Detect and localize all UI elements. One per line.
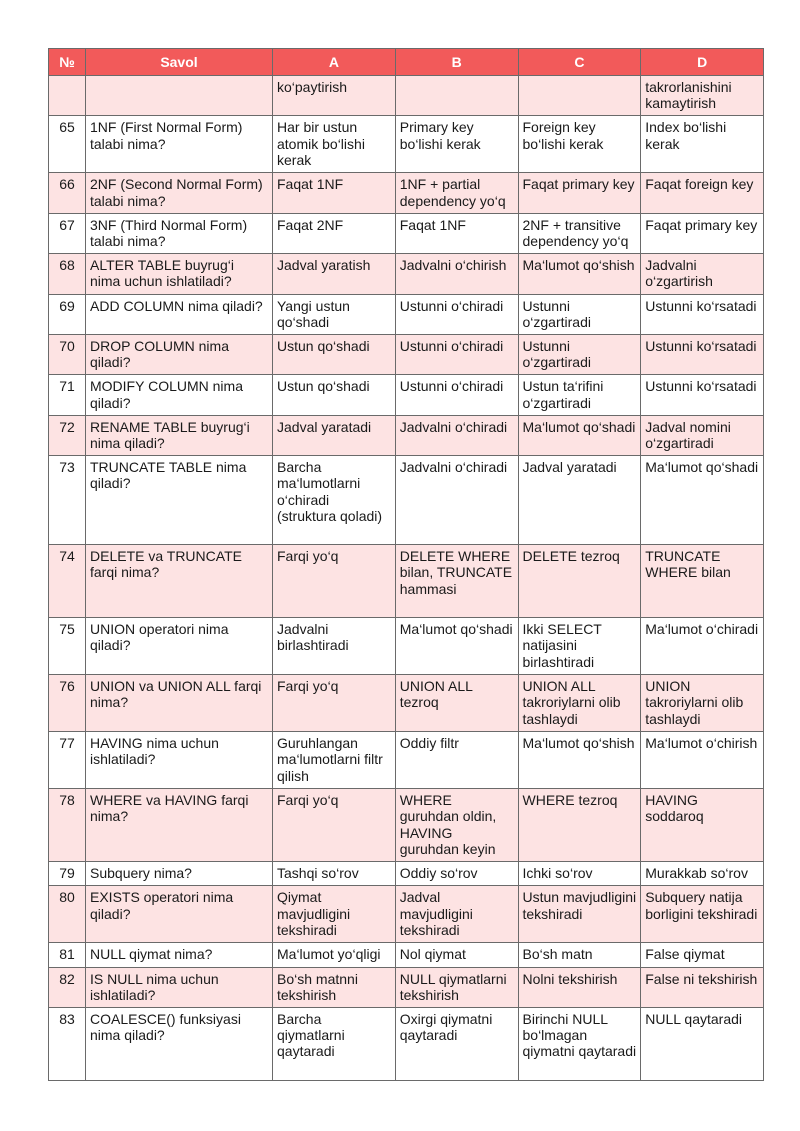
option-b: UNION ALL tezroq — [395, 675, 518, 732]
table-row — [49, 1008, 764, 1081]
question-number: 83 — [49, 1008, 86, 1081]
option-b: Jadvalni o‘chiradi — [395, 456, 518, 545]
option-c: Jadval yaratadi — [518, 456, 641, 545]
option-b: Oddiy so‘rov — [395, 862, 518, 886]
question-text: 3NF (Third Normal Form) talabi nima? — [86, 213, 273, 253]
table-row — [49, 618, 764, 675]
table-row — [49, 943, 764, 967]
option-b: Jadval mavjudligini tekshiradi — [395, 886, 518, 943]
header-option-b: B — [395, 49, 518, 76]
option-c: Foreign key bo‘lishi kerak — [518, 116, 641, 173]
option-a: Qiymat mavjudligini tekshiradi — [273, 886, 396, 943]
option-b: Jadvalni o‘chirish — [395, 254, 518, 294]
option-c: Ma‘lumot qo‘shadi — [518, 415, 641, 455]
question-number: 70 — [49, 335, 86, 375]
header-number: № — [49, 49, 86, 76]
option-c: Ustun ta‘rifini o‘zgartiradi — [518, 375, 641, 415]
option-a: Faqat 2NF — [273, 213, 396, 253]
option-c: Birinchi NULL bo‘lmagan qiymatni qaytaradi — [518, 1008, 641, 1081]
question-text: ALTER TABLE buyrug‘i nima uchun ishlatiladi? — [86, 254, 273, 294]
question-number — [49, 76, 86, 116]
question-number: 75 — [49, 618, 86, 675]
question-number: 65 — [49, 116, 86, 173]
option-c: Ikki SELECT natijasini birlashtiradi — [518, 618, 641, 675]
question-text: NULL qiymat nima? — [86, 943, 273, 967]
question-number: 82 — [49, 967, 86, 1007]
option-d: Jadval nomini o‘zgartiradi — [641, 415, 764, 455]
option-b: Nol qiymat — [395, 943, 518, 967]
question-text: DROP COLUMN nima qiladi? — [86, 335, 273, 375]
option-b: Oddiy filtr — [395, 732, 518, 789]
option-b: Ustunni o‘chiradi — [395, 375, 518, 415]
option-c: Ustun mavjudligini tekshiradi — [518, 886, 641, 943]
question-text: COALESCE() funksiyasi nima qiladi? — [86, 1008, 273, 1081]
option-a: Barcha qiymatlarni qaytaradi — [273, 1008, 396, 1081]
table-row — [49, 675, 764, 732]
option-d: Ustunni ko‘rsatadi — [641, 335, 764, 375]
question-text: ADD COLUMN nima qiladi? — [86, 294, 273, 334]
option-a: Har bir ustun atomik bo‘lishi kerak — [273, 116, 396, 173]
option-d: Ma‘lumot qo‘shadi — [641, 456, 764, 545]
option-b: Ustunni o‘chiradi — [395, 294, 518, 334]
table-row — [49, 967, 764, 1007]
question-text: HAVING nima uchun ishlatiladi? — [86, 732, 273, 789]
question-text — [86, 76, 273, 116]
option-c: Ma‘lumot qo‘shish — [518, 254, 641, 294]
option-b: 1NF + partial dependency yo‘q — [395, 173, 518, 213]
option-a: Ustun qo‘shadi — [273, 335, 396, 375]
option-b: Ma‘lumot qo‘shadi — [395, 618, 518, 675]
option-a: Jadval yaratadi — [273, 415, 396, 455]
option-a: Farqi yo‘q — [273, 545, 396, 618]
question-text: MODIFY COLUMN nima qiladi? — [86, 375, 273, 415]
option-c: Ustunni o‘zgartiradi — [518, 335, 641, 375]
option-d: Subquery natija borligini tekshiradi — [641, 886, 764, 943]
option-c: 2NF + transitive dependency yo‘q — [518, 213, 641, 253]
option-d: Faqat primary key — [641, 213, 764, 253]
option-d: False ni tekshirish — [641, 967, 764, 1007]
option-d: Ustunni ko‘rsatadi — [641, 294, 764, 334]
option-a: Barcha ma‘lumotlarni o‘chiradi (struktura qoladi) — [273, 456, 396, 545]
option-d: Index bo‘lishi kerak — [641, 116, 764, 173]
option-a: Tashqi so‘rov — [273, 862, 396, 886]
option-d: Murakkab so‘rov — [641, 862, 764, 886]
option-d: takrorlanishini kamaytirish — [641, 76, 764, 116]
table-row — [49, 862, 764, 886]
option-a: Ustun qo‘shadi — [273, 375, 396, 415]
option-a: Farqi yo‘q — [273, 675, 396, 732]
question-text: Subquery nima? — [86, 862, 273, 886]
question-text: UNION operatori nima qiladi? — [86, 618, 273, 675]
option-d: TRUNCATE WHERE bilan — [641, 545, 764, 618]
table-row — [49, 294, 764, 334]
table-row — [49, 254, 764, 294]
table-row — [49, 76, 764, 116]
header-option-d: D — [641, 49, 764, 76]
table-row — [49, 335, 764, 375]
table-row — [49, 173, 764, 213]
question-number: 68 — [49, 254, 86, 294]
option-a: Jadval yaratish — [273, 254, 396, 294]
option-d: HAVING soddaroq — [641, 789, 764, 862]
option-b — [395, 76, 518, 116]
option-b: Primary key bo‘lishi kerak — [395, 116, 518, 173]
question-text: RENAME TABLE buyrug‘i nima qiladi? — [86, 415, 273, 455]
question-number: 71 — [49, 375, 86, 415]
table-row — [49, 789, 764, 862]
question-number: 79 — [49, 862, 86, 886]
option-d: Faqat foreign key — [641, 173, 764, 213]
option-b: DELETE WHERE bilan, TRUNCATE hammasi — [395, 545, 518, 618]
option-b: Ustunni o‘chiradi — [395, 335, 518, 375]
question-number: 69 — [49, 294, 86, 334]
option-c — [518, 76, 641, 116]
option-b: NULL qiymatlarni tekshirish — [395, 967, 518, 1007]
option-b: Oxirgi qiymatni qaytaradi — [395, 1008, 518, 1081]
question-text: 2NF (Second Normal Form) talabi nima? — [86, 173, 273, 213]
option-d: Jadvalni o‘zgartirish — [641, 254, 764, 294]
option-a: Faqat 1NF — [273, 173, 396, 213]
question-number: 76 — [49, 675, 86, 732]
question-text: DELETE va TRUNCATE farqi nima? — [86, 545, 273, 618]
header-question: Savol — [86, 49, 273, 76]
option-c: Ma‘lumot qo‘shish — [518, 732, 641, 789]
question-text: TRUNCATE TABLE nima qiladi? — [86, 456, 273, 545]
header-row — [49, 49, 764, 76]
option-d: UNION takroriylarni olib tashlaydi — [641, 675, 764, 732]
question-number: 78 — [49, 789, 86, 862]
option-c: WHERE tezroq — [518, 789, 641, 862]
option-a: Farqi yo‘q — [273, 789, 396, 862]
option-a: Ma‘lumot yo‘qligi — [273, 943, 396, 967]
question-text: EXISTS operatori nima qiladi? — [86, 886, 273, 943]
table-row — [49, 375, 764, 415]
table-body — [49, 76, 764, 1081]
table-row — [49, 415, 764, 455]
question-text: UNION va UNION ALL farqi nima? — [86, 675, 273, 732]
question-text: IS NULL nima uchun ishlatiladi? — [86, 967, 273, 1007]
option-c: Ustunni o‘zgartiradi — [518, 294, 641, 334]
option-c: Bo‘sh matn — [518, 943, 641, 967]
quiz-table — [48, 48, 764, 1081]
option-b: Jadvalni o‘chiradi — [395, 415, 518, 455]
option-d: Ma‘lumot o‘chiradi — [641, 618, 764, 675]
option-d: Ustunni ko‘rsatadi — [641, 375, 764, 415]
option-b: Faqat 1NF — [395, 213, 518, 253]
option-c: Faqat primary key — [518, 173, 641, 213]
question-number: 77 — [49, 732, 86, 789]
question-text: 1NF (First Normal Form) talabi nima? — [86, 116, 273, 173]
option-c: DELETE tezroq — [518, 545, 641, 618]
table-row — [49, 886, 764, 943]
header-option-c: C — [518, 49, 641, 76]
table-row — [49, 545, 764, 618]
table-row — [49, 116, 764, 173]
table-row — [49, 732, 764, 789]
option-a: Jadvalni birlashtiradi — [273, 618, 396, 675]
question-number: 80 — [49, 886, 86, 943]
question-number: 72 — [49, 415, 86, 455]
question-number: 81 — [49, 943, 86, 967]
option-d: NULL qaytaradi — [641, 1008, 764, 1081]
option-c: Ichki so‘rov — [518, 862, 641, 886]
option-c: Nolni tekshirish — [518, 967, 641, 1007]
option-c: UNION ALL takroriylarni olib tashlaydi — [518, 675, 641, 732]
table-row — [49, 456, 764, 545]
option-a: Yangi ustun qo‘shadi — [273, 294, 396, 334]
question-number: 73 — [49, 456, 86, 545]
option-a: Guruhlangan ma‘lumotlarni filtr qilish — [273, 732, 396, 789]
option-b: WHERE guruhdan oldin, HAVING guruhdan keyin — [395, 789, 518, 862]
option-d: Ma‘lumot o‘chirish — [641, 732, 764, 789]
option-a: Bo‘sh matnni tekshirish — [273, 967, 396, 1007]
option-a: ko‘paytirish — [273, 76, 396, 116]
header-option-a: A — [273, 49, 396, 76]
option-d: False qiymat — [641, 943, 764, 967]
question-text: WHERE va HAVING farqi nima? — [86, 789, 273, 862]
table-header — [49, 49, 764, 76]
question-number: 74 — [49, 545, 86, 618]
question-number: 66 — [49, 173, 86, 213]
table-row — [49, 213, 764, 253]
question-number: 67 — [49, 213, 86, 253]
